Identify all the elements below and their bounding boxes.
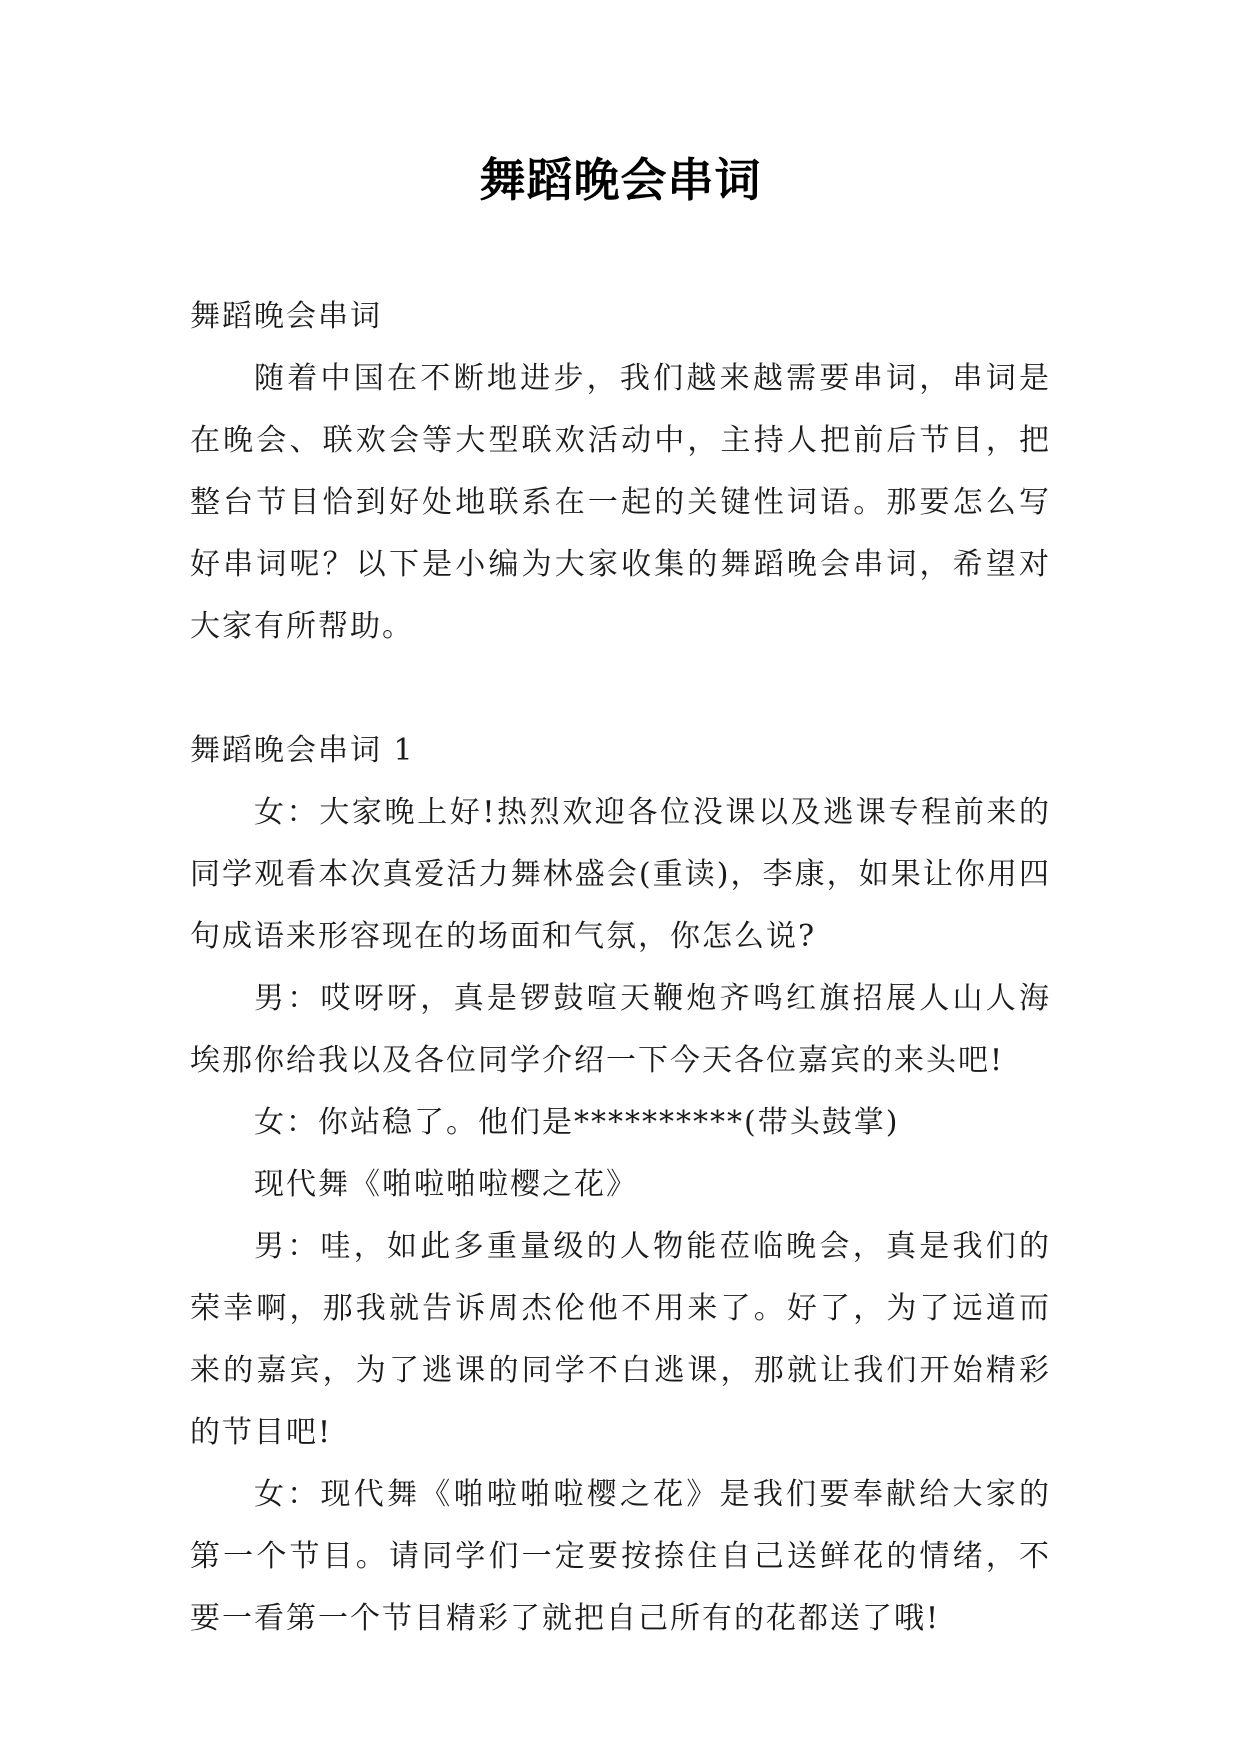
dialogue-paragraph: 女：大家晚上好!热烈欢迎各位没课以及逃课专程前来的同学观看本次真爱活力舞林盛会(重读)，李康，如果让你用四句成语来形容现在的场面和气氛，你怎么说? — [190, 795, 1051, 954]
document-body — [190, 286, 1051, 1650]
dialogue-paragraph: 女：现代舞《啪啦啪啦樱之花》是我们要奉献给大家的第一个节目。请同学们一定要按捺住自己送鲜花的情绪，不要一看第一个节目精彩了就把自己所有的花都送了哦! — [190, 1477, 1051, 1636]
dialogue-paragraph: 女：你站稳了。他们是**********(带头鼓掌) — [254, 1105, 900, 1140]
section1-heading: 舞蹈晚会串词 1 — [190, 733, 415, 768]
intro-paragraph: 随着中国在不断地进步，我们越来越需要串词，串词是在晚会、联欢会等大型联欢活动中，主持人把前后节目，把整台节目恰到好处地联系在一起的关键性词语。那要怎么写好串词呢？以下是小编为大家收集的舞蹈晚会串词，希望对大家有所帮助。 — [190, 361, 1051, 644]
program-title: 现代舞《啪啦啪啦樱之花》 — [254, 1167, 638, 1202]
dialogue-paragraph: 男：哇，如此多重量级的人物能莅临晚会，真是我们的荣幸啊，那我就告诉周杰伦他不用来了。好了，为了远道而来的嘉宾，为了逃课的同学不白逃课，那就让我们开始精彩的节目吧! — [190, 1229, 1051, 1450]
intro-heading: 舞蹈晚会串词 — [190, 299, 382, 334]
document-title: 舞蹈晚会串词 — [479, 153, 762, 207]
section-spacer — [190, 658, 1051, 720]
dialogue-paragraph: 男：哎呀呀，真是锣鼓喧天鞭炮齐鸣红旗招展人山人海埃那你给我以及各位同学介绍一下今天各位嘉宾的来头吧! — [190, 981, 1051, 1078]
